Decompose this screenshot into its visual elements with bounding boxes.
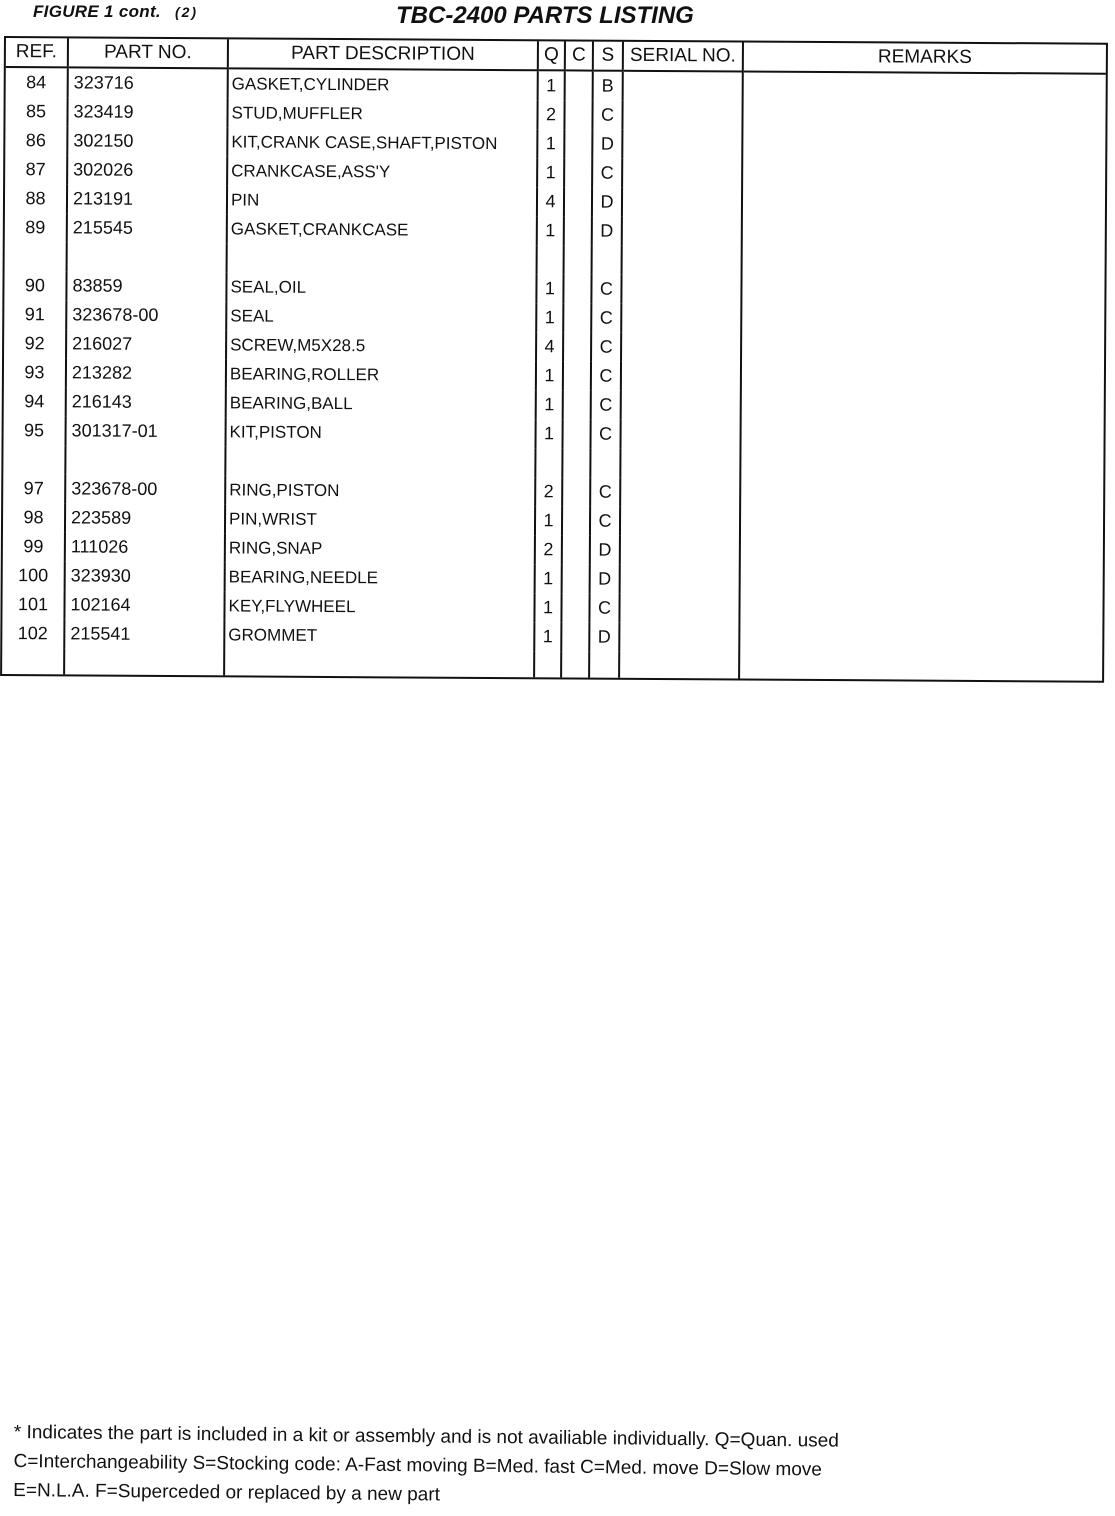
ref-cell: 90 bbox=[24, 275, 46, 296]
quantity-cell: 1 bbox=[535, 564, 562, 593]
filler-cell bbox=[2, 648, 64, 674]
interchangeability-cell bbox=[563, 274, 591, 303]
stocking-code-cell: D bbox=[592, 188, 622, 217]
ref-cell: 94 bbox=[24, 391, 45, 412]
serial-no-cell bbox=[620, 536, 740, 566]
remarks-cell bbox=[741, 334, 1104, 365]
quantity-cell bbox=[535, 448, 562, 477]
parts-table-frame bbox=[0, 36, 1108, 683]
part-no-cell: 215541 bbox=[64, 619, 224, 649]
description-cell: SEAL bbox=[226, 301, 536, 332]
part-no-cell: 213282 bbox=[66, 358, 226, 388]
serial-no-cell bbox=[619, 623, 739, 653]
col-header-serial-no: SERIAL NO. bbox=[623, 42, 743, 72]
interchangeability-cell bbox=[562, 506, 590, 535]
remarks-cell bbox=[740, 537, 1103, 568]
serial-no-cell bbox=[621, 391, 741, 421]
remarks-cell bbox=[740, 566, 1103, 597]
remarks-cell bbox=[740, 508, 1103, 539]
description-cell: RING,PISTON bbox=[225, 475, 535, 506]
part-no-cell: 216143 bbox=[66, 387, 226, 417]
ref-cell: 85 bbox=[25, 101, 47, 122]
stocking-code-cell: C bbox=[590, 507, 620, 536]
parts-table bbox=[2, 38, 1106, 681]
part-no-cell: 323930 bbox=[65, 561, 225, 591]
part-no-cell: 323678-00 bbox=[65, 474, 225, 504]
remarks-cell bbox=[740, 479, 1103, 510]
ref-cell: 86 bbox=[25, 130, 46, 151]
remarks-cell bbox=[743, 72, 1106, 104]
serial-no-cell bbox=[623, 71, 743, 102]
interchangeability-cell bbox=[562, 535, 590, 564]
col-header-ref: REF. bbox=[6, 38, 68, 67]
quantity-cell: 1 bbox=[537, 216, 564, 245]
col-header-s: S bbox=[593, 42, 623, 71]
part-no-cell: 83859 bbox=[66, 271, 226, 301]
quantity-cell: 2 bbox=[535, 477, 562, 506]
interchangeability-cell bbox=[564, 158, 592, 187]
serial-no-cell bbox=[619, 594, 739, 624]
serial-no-cell bbox=[620, 478, 740, 508]
col-header-q: Q bbox=[538, 41, 565, 70]
stocking-code-cell: C bbox=[590, 478, 620, 507]
part-no-cell: 111026 bbox=[65, 532, 225, 562]
stocking-code-cell: D bbox=[592, 217, 622, 246]
interchangeability-cell bbox=[564, 100, 592, 129]
ref-cell: 93 bbox=[24, 362, 45, 383]
description-cell bbox=[225, 446, 535, 477]
serial-no-cell bbox=[620, 507, 740, 537]
serial-no-cell bbox=[622, 188, 742, 218]
description-cell: BEARING,ROLLER bbox=[226, 359, 536, 390]
quantity-cell: 1 bbox=[535, 419, 562, 448]
interchangeability-cell bbox=[561, 622, 589, 651]
interchangeability-cell bbox=[562, 419, 590, 448]
filler-cell bbox=[619, 652, 739, 679]
part-no-cell: 323716 bbox=[68, 67, 228, 98]
interchangeability-cell bbox=[563, 303, 591, 332]
remarks-cell bbox=[742, 218, 1105, 249]
interchangeability-cell bbox=[563, 332, 591, 361]
figure-label bbox=[33, 2, 198, 22]
quantity-cell: 2 bbox=[535, 535, 562, 564]
serial-no-cell bbox=[621, 275, 741, 305]
description-cell: GASKET,CYLINDER bbox=[228, 68, 538, 100]
footnote-line: * Indicates the part is included in a kit or assembly and is not availiable individually. Q=Quan. used bbox=[13, 1421, 839, 1452]
figure-number: (2) bbox=[174, 4, 199, 20]
remarks-cell bbox=[741, 305, 1104, 336]
part-no-cell: 215545 bbox=[67, 213, 227, 243]
quantity-cell: 2 bbox=[537, 100, 564, 129]
figure-label-text: FIGURE 1 cont. bbox=[33, 2, 161, 21]
remarks-cell bbox=[739, 624, 1102, 655]
remarks-cell bbox=[741, 363, 1104, 394]
ref-cell bbox=[3, 445, 65, 474]
serial-no-cell bbox=[620, 565, 740, 595]
stocking-code-cell: C bbox=[592, 101, 622, 130]
description-cell: RING,SNAP bbox=[225, 533, 535, 564]
serial-no-cell bbox=[622, 159, 742, 189]
stocking-code-cell: D bbox=[592, 130, 622, 159]
part-no-cell: 302026 bbox=[67, 155, 227, 185]
part-no-cell: 323678-00 bbox=[66, 300, 226, 330]
remarks-cell bbox=[741, 392, 1104, 423]
serial-no-cell bbox=[620, 449, 740, 479]
col-header-remarks: REMARKS bbox=[743, 43, 1106, 74]
serial-no-cell bbox=[620, 420, 740, 450]
ref-cell: 102 bbox=[17, 623, 48, 644]
parts-table-body bbox=[2, 67, 1106, 681]
part-no-cell: 301317-01 bbox=[66, 416, 226, 446]
interchangeability-cell bbox=[562, 448, 590, 477]
remarks-cell bbox=[739, 595, 1102, 626]
description-cell: BEARING,NEEDLE bbox=[225, 562, 535, 593]
part-no-cell: 302150 bbox=[67, 126, 227, 156]
stocking-code-cell: C bbox=[591, 333, 621, 362]
stocking-code-cell: D bbox=[590, 565, 620, 594]
remarks-cell bbox=[742, 131, 1105, 162]
interchangeability-cell bbox=[565, 70, 593, 100]
quantity-cell: 1 bbox=[536, 303, 563, 332]
remarks-cell bbox=[742, 160, 1105, 191]
page-title: TBC-2400 PARTS LISTING bbox=[396, 2, 694, 29]
remarks-cell bbox=[742, 189, 1105, 220]
ref-cell: 89 bbox=[25, 217, 46, 238]
ref-cell: 98 bbox=[23, 507, 44, 528]
part-no-cell bbox=[67, 242, 227, 272]
part-no-cell: 323419 bbox=[67, 97, 227, 127]
quantity-cell: 1 bbox=[536, 390, 563, 419]
interchangeability-cell bbox=[562, 477, 590, 506]
ref-cell: 95 bbox=[24, 420, 45, 441]
description-cell: GASKET,CRANKCASE bbox=[227, 214, 537, 245]
ref-cell: 84 bbox=[26, 72, 47, 93]
stocking-code-cell: C bbox=[591, 304, 621, 333]
stocking-code-cell: C bbox=[592, 159, 622, 188]
quantity-cell: 1 bbox=[536, 361, 563, 390]
quantity-cell: 1 bbox=[537, 158, 564, 187]
serial-no-cell bbox=[622, 130, 742, 160]
part-no-cell: 102164 bbox=[64, 590, 224, 620]
footnote-line: E=N.L.A. F=Superceded or replaced by a new part bbox=[13, 1479, 441, 1506]
filler-cell bbox=[534, 651, 561, 677]
quantity-cell: 4 bbox=[537, 187, 564, 216]
description-cell: CRANKCASE,ASS'Y bbox=[227, 156, 537, 187]
stocking-code-cell: C bbox=[591, 275, 621, 304]
serial-no-cell bbox=[621, 362, 741, 392]
serial-no-cell bbox=[622, 246, 742, 276]
interchangeability-cell bbox=[562, 564, 590, 593]
quantity-cell: 1 bbox=[536, 274, 563, 303]
stocking-code-cell: C bbox=[589, 594, 619, 623]
stocking-code-cell bbox=[592, 246, 622, 275]
filler-cell bbox=[589, 652, 619, 678]
serial-no-cell bbox=[622, 101, 742, 131]
part-no-cell bbox=[65, 445, 225, 475]
ref-cell: 101 bbox=[17, 594, 49, 615]
serial-no-cell bbox=[621, 304, 741, 334]
description-cell: SCREW,M5X28.5 bbox=[226, 330, 536, 361]
stocking-code-cell bbox=[590, 449, 620, 478]
part-no-cell: 216027 bbox=[66, 329, 226, 359]
quantity-cell: 4 bbox=[536, 332, 563, 361]
ref-cell: 87 bbox=[25, 159, 46, 180]
quantity-cell: 1 bbox=[534, 593, 561, 622]
interchangeability-cell bbox=[563, 361, 591, 390]
filler-cell bbox=[224, 649, 534, 677]
quantity-cell: 1 bbox=[535, 506, 562, 535]
ref-cell: 99 bbox=[23, 536, 44, 557]
ref-cell: 97 bbox=[23, 478, 44, 499]
description-cell: KIT,PISTON bbox=[225, 417, 535, 448]
col-header-description: PART DESCRIPTION bbox=[228, 39, 538, 70]
filler-cell bbox=[739, 653, 1102, 681]
remarks-cell bbox=[742, 102, 1105, 133]
stocking-code-cell: B bbox=[593, 71, 623, 101]
description-cell: BEARING,BALL bbox=[226, 388, 536, 419]
description-cell: PIN,WRIST bbox=[225, 504, 535, 535]
description-cell: SEAL,OIL bbox=[226, 272, 536, 303]
part-no-cell: 223589 bbox=[65, 503, 225, 533]
table-filler-row bbox=[2, 648, 1102, 681]
footnote-line: C=Interchangeability S=Stocking code: A-Fast moving B=Med. fast C=Med. move D=Slow move bbox=[13, 1450, 823, 1481]
part-no-cell: 213191 bbox=[67, 184, 227, 214]
stocking-code-cell: D bbox=[589, 623, 619, 652]
ref-cell bbox=[5, 242, 67, 271]
interchangeability-cell bbox=[564, 129, 592, 158]
quantity-cell bbox=[537, 245, 564, 274]
remarks-cell bbox=[740, 421, 1103, 452]
remarks-cell bbox=[741, 276, 1104, 307]
filler-cell bbox=[561, 651, 589, 677]
footnote bbox=[13, 1418, 1074, 1516]
stocking-code-cell: D bbox=[590, 536, 620, 565]
remarks-cell bbox=[740, 450, 1103, 481]
interchangeability-cell bbox=[564, 245, 592, 274]
stocking-code-cell: C bbox=[591, 391, 621, 420]
interchangeability-cell bbox=[564, 216, 592, 245]
stocking-code-cell: C bbox=[591, 362, 621, 391]
description-cell: GROMMET bbox=[224, 620, 534, 651]
quantity-cell: 1 bbox=[537, 129, 564, 158]
interchangeability-cell bbox=[564, 187, 592, 216]
description-cell: STUD,MUFFLER bbox=[227, 98, 537, 129]
filler-cell bbox=[64, 648, 224, 675]
quantity-cell: 1 bbox=[538, 70, 565, 100]
description-cell bbox=[227, 243, 537, 274]
quantity-cell: 1 bbox=[534, 622, 561, 651]
col-header-part-no: PART NO. bbox=[68, 38, 228, 68]
remarks-cell bbox=[742, 247, 1105, 278]
description-cell: KIT,CRANK CASE,SHAFT,PISTON bbox=[227, 127, 537, 158]
description-cell: KEY,FLYWHEEL bbox=[224, 591, 534, 622]
col-header-c: C bbox=[565, 41, 593, 70]
ref-cell: 88 bbox=[25, 188, 46, 209]
serial-no-cell bbox=[621, 333, 741, 363]
ref-cell: 91 bbox=[24, 304, 45, 325]
interchangeability-cell bbox=[561, 593, 589, 622]
ref-cell: 92 bbox=[24, 333, 45, 354]
stocking-code-cell: C bbox=[590, 420, 620, 449]
serial-no-cell bbox=[622, 217, 742, 247]
description-cell: PIN bbox=[227, 185, 537, 216]
interchangeability-cell bbox=[563, 390, 591, 419]
ref-cell: 100 bbox=[18, 565, 49, 586]
